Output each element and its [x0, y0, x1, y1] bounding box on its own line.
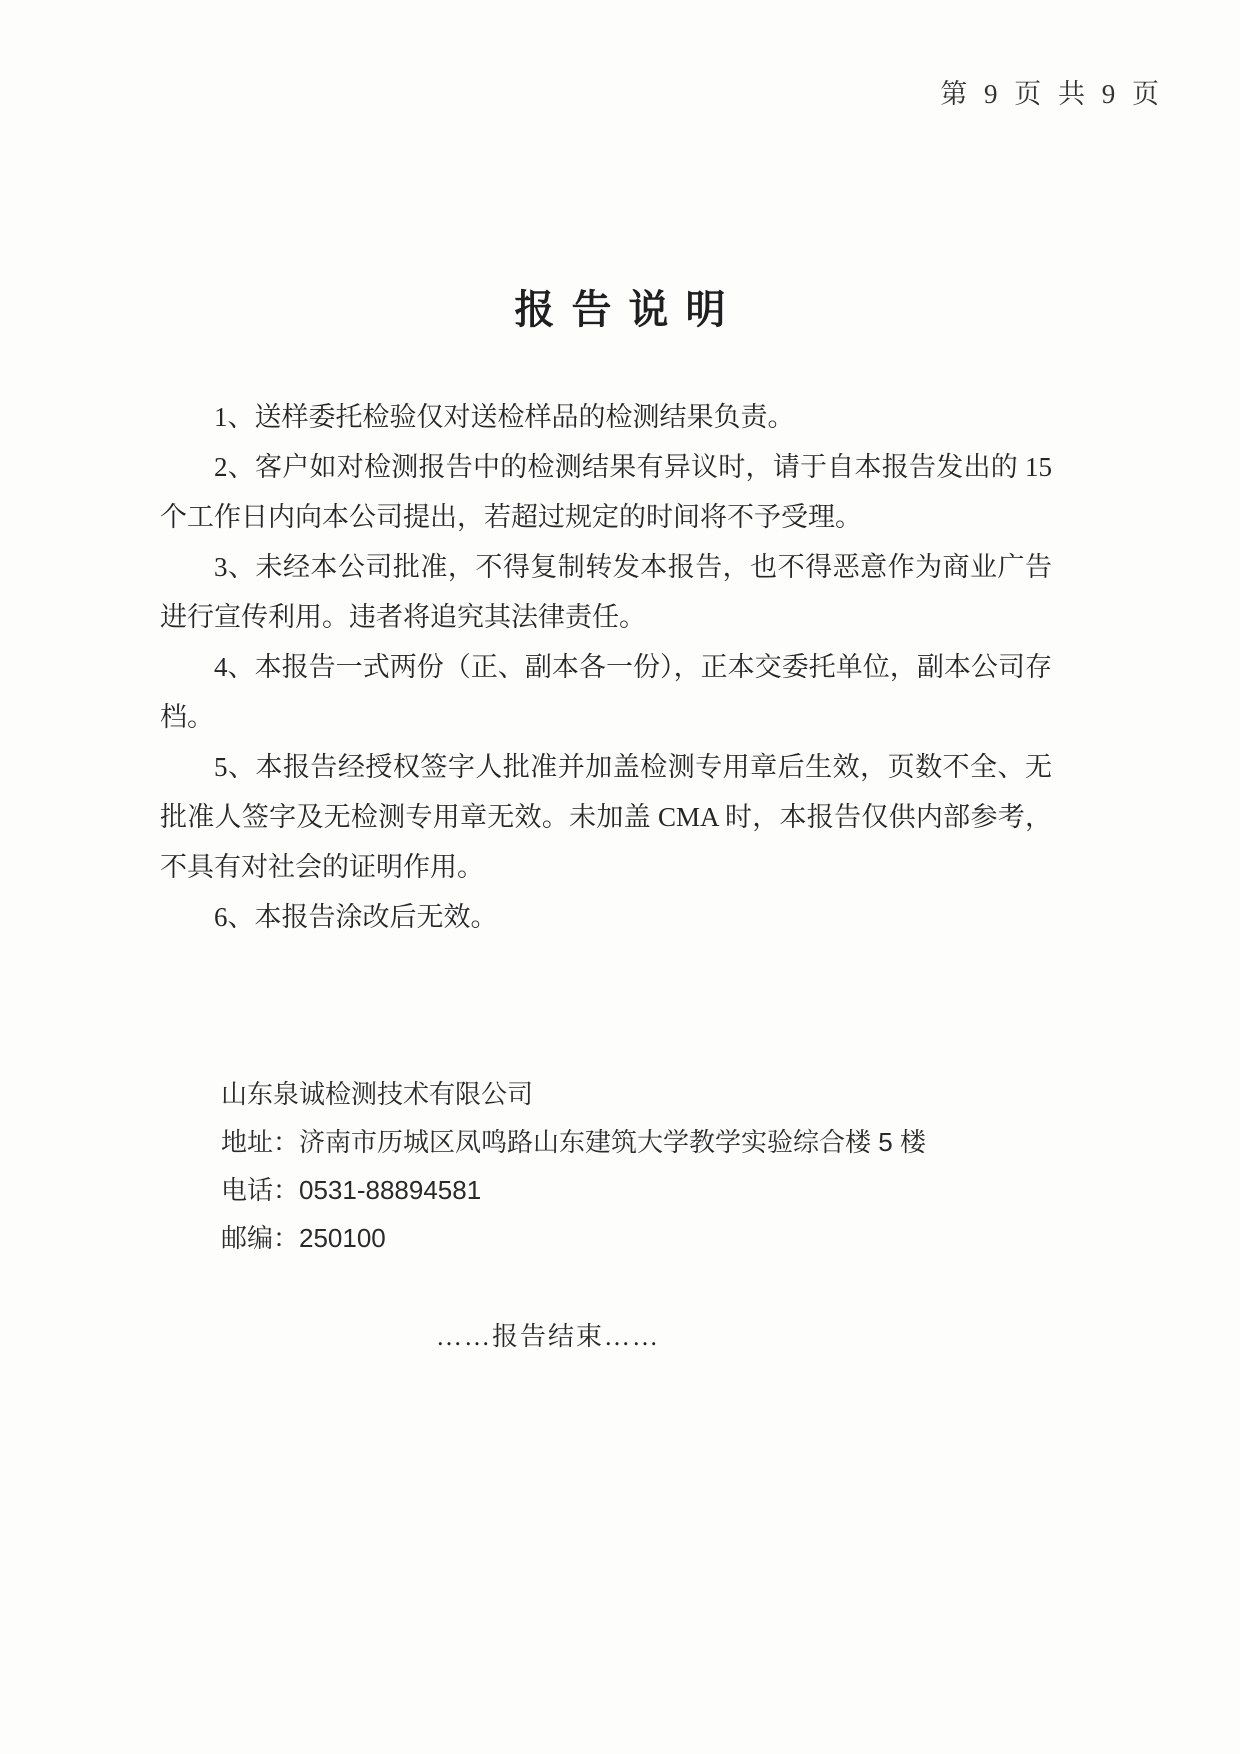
report-end-marker: ……报告结束……	[435, 1322, 660, 1351]
note-item-1: 1、送样委托检验仅对送检样品的检测结果负责。	[214, 402, 795, 432]
page-title: 报告说明	[514, 287, 743, 332]
company-address: 地址：济南市历城区凤鸣路山东建筑大学教学实验综合楼 5 楼	[221, 1127, 926, 1157]
page-number: 第 9 页 共 9 页	[940, 79, 1164, 109]
note-item-2: 2、客户如对检测报告中的检测结果有异议时，请于自本报告发出的 15 个工作日内向本公司提出，若超过规定的时间将不予受理。	[160, 452, 1052, 532]
note-item-3: 3、未经本公司批准，不得复制转发本报告，也不得恶意作为商业广告进行宣传利用。违者将追究其法律责任。	[160, 552, 1052, 632]
report-notes	[160, 392, 1052, 942]
company-name: 山东泉诚检测技术有限公司	[221, 1079, 534, 1109]
company-phone: 电话：0531-88894581	[221, 1175, 482, 1205]
note-item-6: 6、本报告涂改后无效。	[214, 902, 498, 932]
company-postal-code: 邮编：250100	[221, 1223, 386, 1253]
note-item-4: 4、本报告一式两份（正、副本各一份），正本交委托单位，副本公司存档。	[160, 652, 1052, 732]
company-info	[221, 1070, 926, 1262]
note-item-5: 5、本报告经授权签字人批准并加盖检测专用章后生效，页数不全、无批准人签字及无检测专用章无效。未加盖 CMA 时，本报告仅供内部参考，不具有对社会的证明作用。	[160, 752, 1052, 882]
